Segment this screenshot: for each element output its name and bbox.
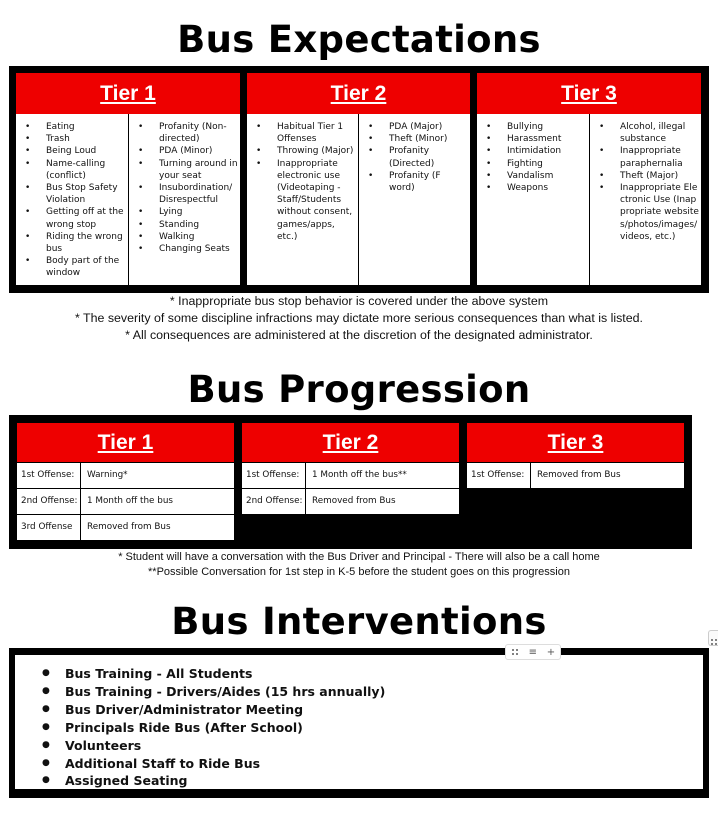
table-row: 1st Offense: Removed from Bus [467, 462, 684, 488]
list-item: • Harassment [477, 133, 587, 145]
expectations-tier-3 [477, 73, 701, 285]
list-item: ● Principals Ride Bus (After School) [15, 719, 703, 737]
list-item: ● Bus Driver/Administrator Meeting [15, 701, 703, 719]
list-item: • Bus Stop Safety Violation [16, 182, 126, 206]
interventions-title: Bus Interventions [171, 600, 547, 643]
format-icon[interactable]: ≡ [528, 646, 537, 658]
tier-2-header: Tier 2 [242, 423, 459, 462]
tier-1-header: Tier 1 [16, 73, 240, 114]
expectations-table [9, 66, 709, 293]
list-item: ● Bus Training - All Students [15, 665, 703, 683]
list-item: • Throwing (Major) [247, 145, 356, 157]
list-item: • Vandalism [477, 170, 587, 182]
drag-handle-icon[interactable] [511, 648, 519, 656]
list-item: ● Bus Training - Drivers/Aides (15 hrs annually) [15, 683, 703, 701]
progression-title: Bus Progression [187, 368, 531, 411]
list-item: ● Assigned Seating [15, 772, 703, 790]
progression-table [9, 415, 692, 549]
list-item: • Intimidation [477, 145, 587, 157]
list-item: • Alcohol, illegal substance [590, 121, 699, 145]
list-item: • PDA (Major) [359, 121, 468, 133]
tier-3-header: Tier 3 [477, 73, 701, 114]
progression-tier-1 [17, 423, 234, 540]
list-item: • Being Loud [16, 145, 126, 157]
block-toolbar[interactable] [505, 644, 561, 660]
list-item: • Name-calling (conflict) [16, 158, 126, 182]
progression-tier-3 [467, 423, 684, 488]
tier-2-header: Tier 2 [247, 73, 470, 114]
list-item: • Riding the wrong bus [16, 231, 126, 255]
list-item: • Getting off at the wrong stop [16, 206, 126, 230]
table-row: 1st Offense: Warning* [17, 462, 234, 488]
list-item: • Weapons [477, 182, 587, 194]
list-item: • Profanity (Directed) [359, 145, 468, 169]
expectations-title: Bus Expectations [177, 18, 541, 61]
expectations-note-3: * All consequences are administered at the discretion of the designated administrator. [125, 328, 593, 342]
list-item: • Eating [16, 121, 126, 133]
list-item: • Walking [129, 231, 238, 243]
progression-note-2: **Possible Conversation for 1st step in K-5 before the student goes on this progression [148, 566, 570, 578]
list-item: • Trash [16, 133, 126, 145]
table-row: 2nd Offense: 1 Month off the bus [17, 488, 234, 514]
list-item: • Inappropriate electronic use (Videotaping - Staff/Students without consent, games/apps, etc.) [247, 158, 356, 243]
list-item: • Habitual Tier 1 Offenses [247, 121, 356, 145]
table-row: 3rd Offense Removed from Bus [17, 514, 234, 540]
list-item: • Body part of the window [16, 255, 126, 279]
list-item: • Changing Seats [129, 243, 238, 255]
side-drag-handle[interactable] [708, 630, 718, 646]
expectations-note-2: * The severity of some discipline infractions may dictate more serious consequences than what is listed. [75, 311, 643, 325]
expectations-tier-2 [247, 73, 470, 285]
table-row: 2nd Offense: Removed from Bus [242, 488, 459, 514]
expectations-note-1: * Inappropriate bus stop behavior is covered under the above system [169, 294, 549, 308]
list-item: • PDA (Minor) [129, 145, 238, 157]
tier-1-header: Tier 1 [17, 423, 234, 462]
list-item: • Inappropriate Electronic Use (Inappropriate websites/photos/images/videos, etc.) [590, 182, 699, 243]
list-item: • Fighting [477, 158, 587, 170]
progression-tier-2 [242, 423, 459, 514]
list-item: • Standing [129, 219, 238, 231]
interventions-box [9, 648, 709, 798]
list-item: • Bullying [477, 121, 587, 133]
list-item: • Profanity (F word) [359, 170, 468, 194]
list-item: • Lying [129, 206, 238, 218]
tier-3-header: Tier 3 [467, 423, 684, 462]
list-item: • Theft (Major) [590, 170, 699, 182]
list-item: ● Volunteers [15, 737, 703, 755]
list-item: • Profanity (Non-directed) [129, 121, 238, 145]
add-icon[interactable]: + [546, 646, 556, 658]
table-row: 1st Offense: 1 Month off the bus** [242, 462, 459, 488]
list-item: ● Additional Staff to Ride Bus [15, 755, 703, 773]
expectations-tier-1 [16, 73, 240, 285]
list-item: • Theft (Minor) [359, 133, 468, 145]
drag-handle-icon[interactable] [710, 638, 718, 646]
list-item: • Insubordination/ Disrespectful [129, 182, 238, 206]
list-item: • Turning around in your seat [129, 158, 238, 182]
list-item: • Inappropriate paraphernalia [590, 145, 699, 169]
progression-note-1: * Student will have a conversation with the Bus Driver and Principal - There will also be a call home [118, 551, 600, 563]
